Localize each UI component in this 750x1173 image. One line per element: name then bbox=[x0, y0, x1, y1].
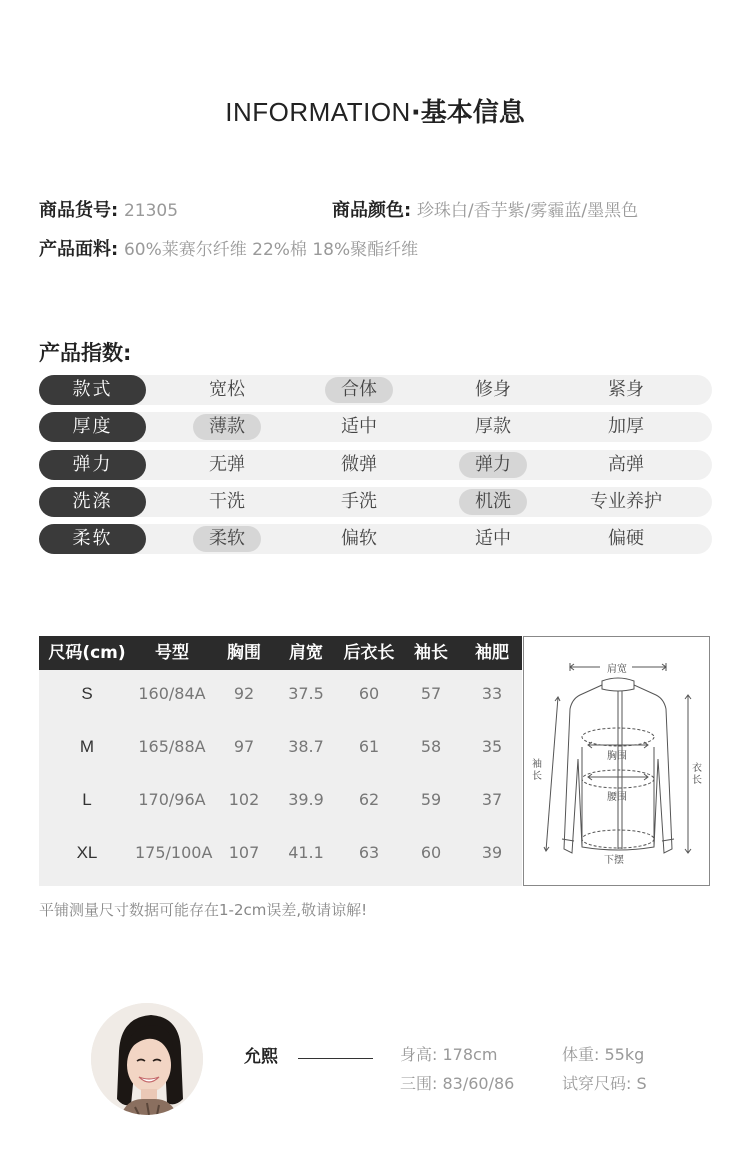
table-cell: 57 bbox=[420, 684, 442, 703]
model-portrait-icon bbox=[91, 1003, 203, 1115]
index-option: 加厚 bbox=[608, 416, 644, 437]
diagram-chest-label: 胸围 bbox=[607, 751, 627, 762]
size-cell: M bbox=[79, 737, 95, 756]
title-zh: 基本信息 bbox=[420, 98, 525, 128]
diagram-hem-label: 下摆 bbox=[604, 855, 624, 866]
header-size: 尺码(cm) bbox=[48, 643, 126, 663]
index-option: 宽松 bbox=[209, 379, 245, 400]
header-chest: 胸围 bbox=[227, 643, 261, 663]
color-row bbox=[332, 196, 638, 222]
table-cell: 37 bbox=[481, 790, 503, 809]
index-row bbox=[39, 487, 712, 517]
index-option: 专业养护 bbox=[590, 491, 662, 512]
table-cell: 60 bbox=[420, 843, 442, 862]
table-cell: 39 bbox=[481, 843, 503, 862]
model-height: 身高: 178cm bbox=[400, 1045, 498, 1064]
index-row-label: 弹力 bbox=[39, 450, 146, 480]
index-option-selected: 弹力 bbox=[459, 452, 527, 478]
color-value: 珍珠白/香芋紫/雾霾蓝/墨黑色 bbox=[416, 201, 639, 221]
diagram-waist-label: 腰围 bbox=[607, 792, 627, 803]
measurement-note: 平铺测量尺寸数据可能存在1-2cm误差,敬请谅解! bbox=[39, 901, 368, 919]
header-length: 后衣长 bbox=[343, 643, 395, 663]
sku-label: 商品货号: bbox=[39, 200, 119, 221]
index-option: 修身 bbox=[475, 379, 511, 400]
color-label: 商品颜色: bbox=[332, 200, 412, 221]
index-option: 手洗 bbox=[341, 491, 377, 512]
size-cell: XL bbox=[76, 843, 98, 862]
table-cell: 58 bbox=[420, 737, 442, 756]
table-cell: 63 bbox=[358, 843, 380, 862]
index-option: 无弹 bbox=[209, 454, 245, 475]
table-cell: 61 bbox=[358, 737, 380, 756]
index-option: 微弹 bbox=[341, 454, 377, 475]
table-cell: 38.7 bbox=[288, 737, 324, 756]
title-dot: · bbox=[410, 98, 421, 128]
index-option: 适中 bbox=[475, 528, 511, 549]
index-option: 高弹 bbox=[608, 454, 644, 475]
sku-value: 21305 bbox=[123, 201, 179, 221]
table-cell: 92 bbox=[233, 684, 255, 703]
size-table-header bbox=[39, 636, 522, 670]
table-cell: 165/88A bbox=[138, 737, 206, 756]
index-option-selected: 薄款 bbox=[193, 414, 261, 440]
model-trial-size: 试穿尺码: S bbox=[562, 1074, 647, 1093]
diagram-sleeve-label-1: 袖 bbox=[532, 759, 542, 770]
index-option: 厚款 bbox=[475, 416, 511, 437]
header-shoulder: 肩宽 bbox=[289, 643, 323, 663]
diagram-sleeve-label-2: 长 bbox=[532, 771, 542, 782]
title-en: INFORMATION bbox=[225, 97, 411, 127]
model-avatar bbox=[91, 1003, 203, 1115]
model-measurements: 三围: 83/60/86 bbox=[400, 1074, 515, 1093]
model-name: 允熙 bbox=[244, 1047, 278, 1067]
index-title: 产品指数: bbox=[39, 341, 132, 365]
model-name-underline bbox=[298, 1058, 373, 1059]
index-option: 紧身 bbox=[608, 379, 644, 400]
diagram-length-label-1: 衣 bbox=[692, 763, 702, 774]
index-row bbox=[39, 375, 712, 405]
page-title bbox=[0, 92, 750, 129]
fabric-value: 60%莱赛尔纤维 22%棉 18%聚酯纤维 bbox=[123, 240, 419, 260]
index-row-label: 洗涤 bbox=[39, 487, 146, 517]
index-row-label: 厚度 bbox=[39, 412, 146, 442]
table-cell: 160/84A bbox=[138, 684, 206, 703]
table-cell: 41.1 bbox=[288, 843, 324, 862]
index-option-selected: 柔软 bbox=[193, 526, 261, 552]
table-cell: 35 bbox=[481, 737, 503, 756]
table-cell: 62 bbox=[358, 790, 380, 809]
table-cell: 175/100A bbox=[135, 843, 213, 862]
table-cell: 107 bbox=[228, 843, 260, 862]
diagram-length-label-2: 长 bbox=[692, 775, 702, 786]
fabric-row bbox=[39, 235, 418, 261]
table-cell: 102 bbox=[228, 790, 260, 809]
diagram-shoulder-label: 肩宽 bbox=[607, 664, 627, 675]
table-cell: 97 bbox=[233, 737, 255, 756]
index-option: 偏软 bbox=[341, 528, 377, 549]
index-row bbox=[39, 412, 712, 442]
index-option: 适中 bbox=[341, 416, 377, 437]
header-fit: 号型 bbox=[155, 643, 189, 663]
size-table bbox=[39, 636, 522, 886]
sku-row bbox=[39, 196, 178, 222]
table-cell: 60 bbox=[358, 684, 380, 703]
table-cell: 59 bbox=[420, 790, 442, 809]
size-cell: S bbox=[81, 684, 93, 703]
index-option-selected: 机洗 bbox=[459, 489, 527, 515]
index-row bbox=[39, 524, 712, 554]
header-sleeve-width: 袖肥 bbox=[475, 643, 509, 663]
table-cell: 37.5 bbox=[288, 684, 324, 703]
index-option: 偏硬 bbox=[608, 528, 644, 549]
measurement-diagram bbox=[523, 636, 710, 886]
index-option: 干洗 bbox=[209, 491, 245, 512]
size-cell: L bbox=[82, 790, 92, 809]
table-cell: 33 bbox=[481, 684, 503, 703]
header-sleeve: 袖长 bbox=[414, 643, 448, 663]
fabric-label: 产品面料: bbox=[39, 239, 119, 260]
size-table-body bbox=[39, 670, 522, 886]
table-cell: 39.9 bbox=[288, 790, 324, 809]
index-option-selected: 合体 bbox=[325, 377, 393, 403]
table-cell: 170/96A bbox=[138, 790, 206, 809]
index-row-label: 款式 bbox=[39, 375, 146, 405]
index-row bbox=[39, 450, 712, 480]
index-row-label: 柔软 bbox=[39, 524, 146, 554]
model-weight: 体重: 55kg bbox=[562, 1045, 645, 1064]
